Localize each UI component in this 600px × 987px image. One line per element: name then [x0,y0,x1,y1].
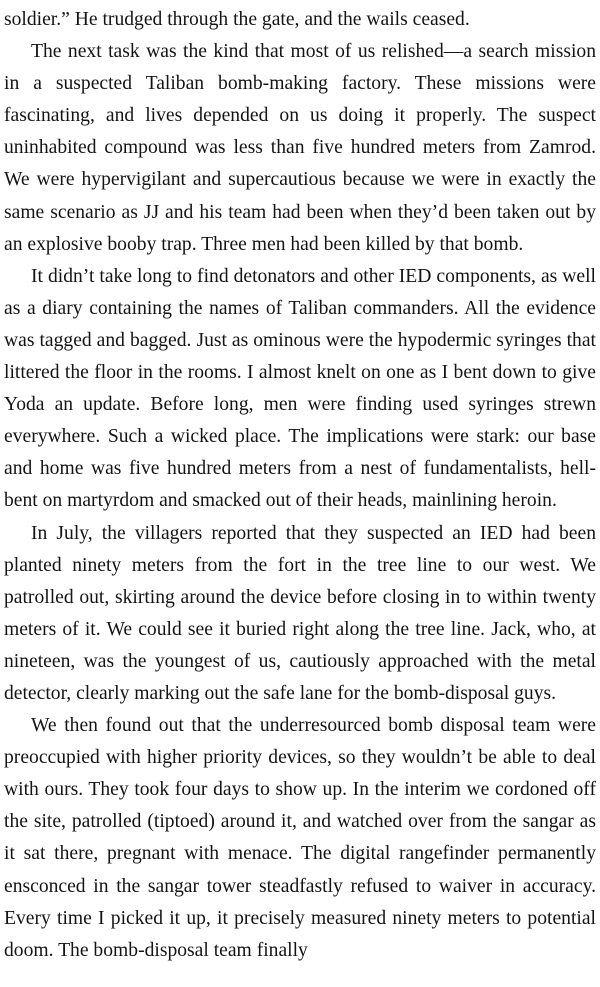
paragraph-detonators: It didn’t take long to find detonators and other IED components, as well as a diary containing the names of Taliban commanders. All the evidence was tagged and bagged. Just as ominous were the hypodermic syringes that littered the floor in the rooms. I almost knelt on one as I bent down to give Yoda an update. Before long, men were finding used syringes strewn everywhere. Such a wicked place. The implications were stark: our base and home was five hundred meters from a nest of fundamentalists, hell-bent on martyrdom and smacked out of their heads, mainlining heroin. [4,265,596,512]
paragraph-search-mission: The next task was the kind that most of us relished—a search mission in a suspected Taliban bomb-making factory. These missions were fascinating, and lives depended on us doing it properly. The suspect uninhabited compound was less than five hundred meters from Zamrod. We were hypervigilant and supercautious because we were in exactly the same scenario as JJ and his team had been when they’d been taken out by an explosive booby trap. Three men had been killed by that bomb. [4,41,596,255]
paragraph-july-ied: In July, the villagers reported that they suspected an IED had been planted ninety meters from the fort in the tree line to our west. We patrolled out, skirting around the device before closing in to within twenty meters of it. We could see it buried right along the tree line. Jack, who, at nineteen, was the youngest of us, cautiously approached with the metal detector, clearly marking out the safe lane for the bomb-disposal guys. [4,522,596,704]
paragraph-bomb-disposal: We then found out that the underresourced bomb disposal team were preoccupied with higher priority devices, so they wouldn’t be able to deal with ours. They took four days to show up. In the interim we cordoned off the site, patrolled (tiptoed) around it, and watched over from the sangar as it sat there, pregnant with menace. The digital rangefinder permanently ensconced in the sangar tower steadfastly refused to waiver in accuracy. Every time I picked it up, it precisely measured ninety meters to potential doom. The bomb-disposal team finally [4,715,596,961]
paragraph-continuation: soldier.” He trudged through the gate, and the wails ceased. [4,9,470,30]
